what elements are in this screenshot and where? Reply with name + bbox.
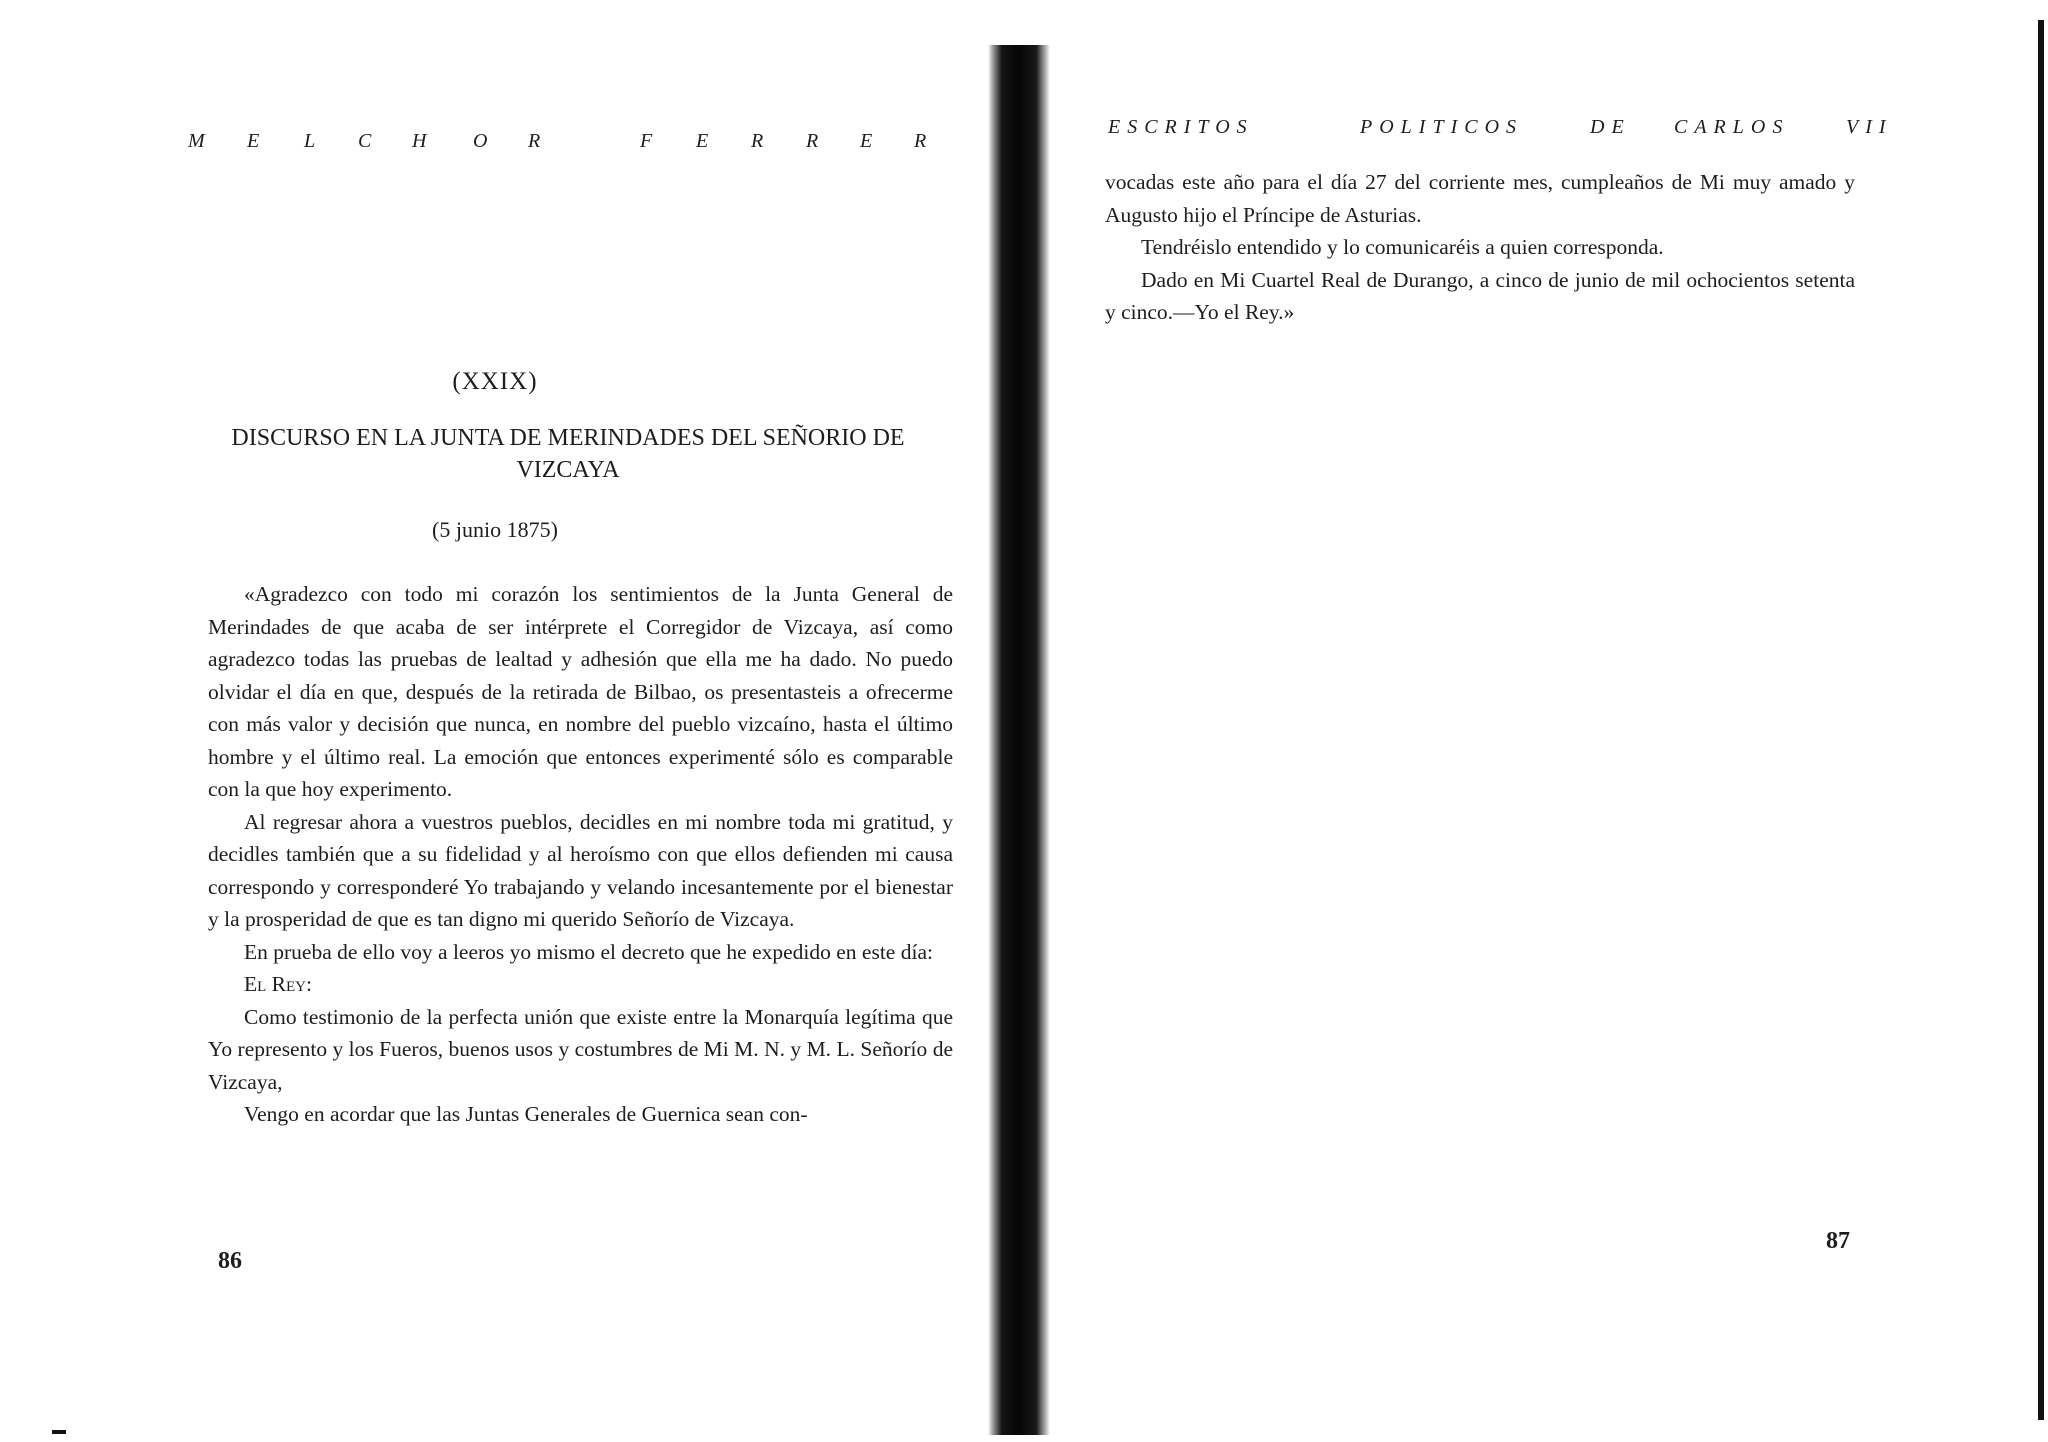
- left-page: [0, 0, 990, 1442]
- running-head-letter: H: [412, 130, 427, 152]
- running-head-word: ESCRITOS: [1108, 116, 1254, 138]
- chapter-number: (XXIX): [452, 368, 538, 395]
- running-head-letter: R: [806, 130, 819, 152]
- running-head-author: [188, 130, 948, 156]
- running-head-word: DE: [1590, 116, 1631, 138]
- running-head-letter: R: [914, 130, 927, 152]
- right-body-text: [1105, 166, 1855, 329]
- running-head-letter: L: [304, 130, 316, 152]
- paragraph: «Agradezco con todo mi corazón los sentimientos de la Junta General de Merindades de que acaba de ser intérprete el Corregidor de Vizcaya, así como agradezco todas las pruebas de lealtad y adhesión que ella me ha dado. No puedo olvidar el día en que, después de la retirada de Bilbao, os presentasteis a ofrecerme con más valor y decisión que nunca, en nombre del pueblo vizcaíno, hasta el último hombre y el último real. La emoción que entonces experimenté sólo es comparable con la que hoy experimento.: [208, 582, 953, 801]
- paragraph: En prueba de ello voy a leeros yo mismo el decreto que he expedido en este día:: [244, 939, 933, 964]
- running-head-letter: R: [528, 130, 541, 152]
- running-head-word: CARLOS: [1674, 116, 1790, 138]
- chapter-title-line: VIZCAYA: [516, 457, 620, 483]
- running-head-letter: C: [358, 130, 372, 152]
- paragraph: vocadas este año para el día 27 del corriente mes, cumpleaños de Mi muy amado y Augusto hijo el Príncipe de Asturias.: [1105, 170, 1855, 227]
- running-head-word: VII: [1846, 116, 1893, 138]
- paragraph: Dado en Mi Cuartel Real de Durango, a cinco de junio de mil ochocientos setenta y cinco.—Yo el Rey.»: [1105, 267, 1855, 324]
- running-head-letter: O: [473, 130, 488, 152]
- running-head-letter: M: [188, 130, 205, 152]
- running-head-word: POLITICOS: [1360, 116, 1524, 138]
- page-number: 86: [218, 1248, 242, 1274]
- running-head-letter: E: [696, 130, 709, 152]
- decree-heading: El Rey:: [244, 972, 312, 996]
- running-head-letter: E: [247, 130, 260, 152]
- paragraph: Al regresar ahora a vuestros pueblos, decidles en mi nombre toda mi gratitud, y decidles también que a su fidelidad y al heroísmo con que ellos defienden mi causa correspondo y corresponderé Yo trabajando y velando incesantemente por el bienestar y la prosperidad de que es tan digno mi querido Señorío de Vizcaya.: [208, 809, 953, 931]
- chapter-date: (5 junio 1875): [432, 517, 558, 542]
- running-head-letter: F: [640, 130, 653, 152]
- book-gutter-shadow: [988, 45, 1050, 1435]
- running-head-book-title: [1108, 116, 2008, 142]
- running-head-letter: E: [860, 130, 873, 152]
- page-number: 87: [1826, 1228, 1850, 1254]
- chapter-title-line: DISCURSO EN LA JUNTA DE MERINDADES DEL SEÑORIO DE: [231, 425, 905, 451]
- chapter-title: [193, 422, 943, 486]
- paragraph: Tendréislo entendido y lo comunicaréis a quien corresponda.: [1141, 235, 1664, 259]
- running-head-letter: R: [751, 130, 764, 152]
- paragraph: Vengo en acordar que las Juntas Generales de Guernica sean con-: [244, 1102, 808, 1126]
- left-body-text: [208, 578, 953, 1131]
- paragraph: Como testimonio de la perfecta unión que existe entre la Monarquía legítima que Yo represento y los Fueros, buenos usos y costumbres de Mi M. N. y M. L. Señorío de Vizcaya,: [208, 1004, 953, 1094]
